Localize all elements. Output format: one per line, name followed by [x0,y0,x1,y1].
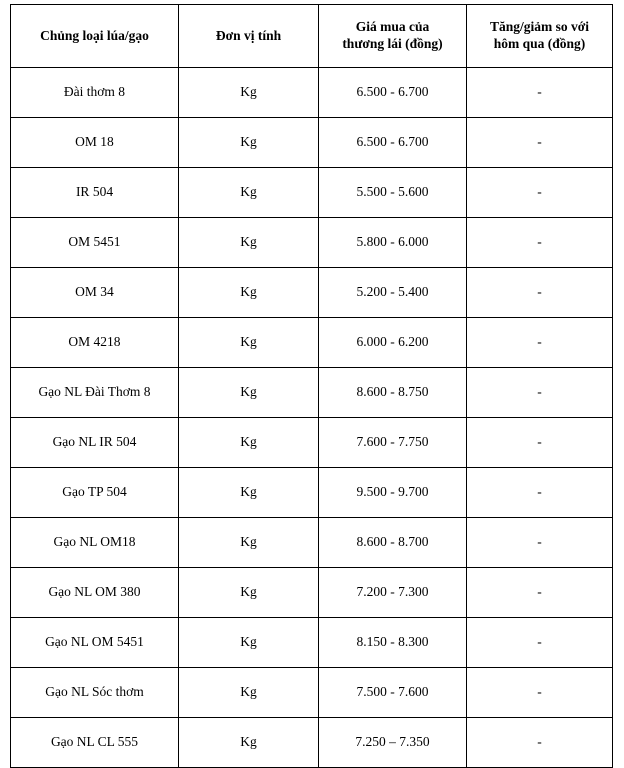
cell-price: 6.000 - 6.200 [319,318,467,368]
cell-product: IR 504 [11,168,179,218]
cell-change: - [467,68,613,118]
cell-change: - [467,668,613,718]
cell-change: - [467,168,613,218]
cell-price: 7.250 – 7.350 [319,718,467,768]
cell-change: - [467,618,613,668]
table-row [11,268,613,318]
cell-price: 8.600 - 8.750 [319,368,467,418]
table-row [11,68,613,118]
price-table [10,4,613,768]
cell-price: 8.600 - 8.700 [319,518,467,568]
table-row [11,468,613,518]
table-row [11,718,613,768]
table-row [11,418,613,468]
table-row [11,368,613,418]
cell-unit: Kg [179,68,319,118]
table-row [11,218,613,268]
cell-product: Gạo NL Sóc thơm [11,668,179,718]
cell-unit: Kg [179,518,319,568]
column-header-change-line1: Tăng/giảm so với [490,19,589,35]
column-header-change-line2: hôm qua (đồng) [493,36,586,51]
cell-unit: Kg [179,668,319,718]
cell-price: 5.800 - 6.000 [319,218,467,268]
table-row [11,618,613,668]
cell-unit: Kg [179,318,319,368]
column-header-unit-line1: Đơn vị tính [215,27,282,43]
cell-price: 7.600 - 7.750 [319,418,467,468]
column-header-product [11,5,179,68]
cell-price: 7.500 - 7.600 [319,668,467,718]
column-header-change [467,5,613,68]
cell-unit: Kg [179,368,319,418]
column-header-unit [179,5,319,68]
cell-change: - [467,368,613,418]
cell-product: OM 18 [11,118,179,168]
table-row [11,668,613,718]
cell-unit: Kg [179,268,319,318]
cell-price: 9.500 - 9.700 [319,468,467,518]
cell-change: - [467,518,613,568]
cell-product: Gạo NL Đài Thơm 8 [11,368,179,418]
cell-unit: Kg [179,418,319,468]
cell-change: - [467,718,613,768]
cell-product: OM 34 [11,268,179,318]
cell-unit: Kg [179,168,319,218]
cell-change: - [467,418,613,468]
cell-product: Đài thơm 8 [11,68,179,118]
cell-price: 7.200 - 7.300 [319,568,467,618]
cell-price: 6.500 - 6.700 [319,68,467,118]
table-header-row [11,5,613,68]
table-row [11,518,613,568]
cell-product: Gạo TP 504 [11,468,179,518]
cell-product: OM 4218 [11,318,179,368]
cell-product: Gạo NL OM 5451 [11,618,179,668]
table-row [11,568,613,618]
cell-change: - [467,118,613,168]
cell-change: - [467,218,613,268]
column-header-price [319,5,467,68]
cell-product: Gạo NL CL 555 [11,718,179,768]
cell-price: 5.200 - 5.400 [319,268,467,318]
table-row [11,318,613,368]
column-header-price-line2: thương lái (đồng) [342,36,443,51]
cell-price: 8.150 - 8.300 [319,618,467,668]
column-header-product-line1: Chủng loại lúa/gạo [40,27,149,43]
cell-product: Gạo NL IR 504 [11,418,179,468]
cell-unit: Kg [179,718,319,768]
cell-price: 5.500 - 5.600 [319,168,467,218]
cell-price: 6.500 - 6.700 [319,118,467,168]
column-header-price-line1: Giá mua của [355,19,430,35]
cell-change: - [467,318,613,368]
cell-product: Gạo NL OM 380 [11,568,179,618]
cell-unit: Kg [179,468,319,518]
cell-unit: Kg [179,568,319,618]
table-row [11,168,613,218]
table-row [11,118,613,168]
cell-change: - [467,468,613,518]
cell-product: OM 5451 [11,218,179,268]
cell-unit: Kg [179,618,319,668]
table-body [11,68,613,768]
cell-unit: Kg [179,218,319,268]
cell-unit: Kg [179,118,319,168]
cell-product: Gạo NL OM18 [11,518,179,568]
table-header [11,5,613,68]
cell-change: - [467,268,613,318]
cell-change: - [467,568,613,618]
